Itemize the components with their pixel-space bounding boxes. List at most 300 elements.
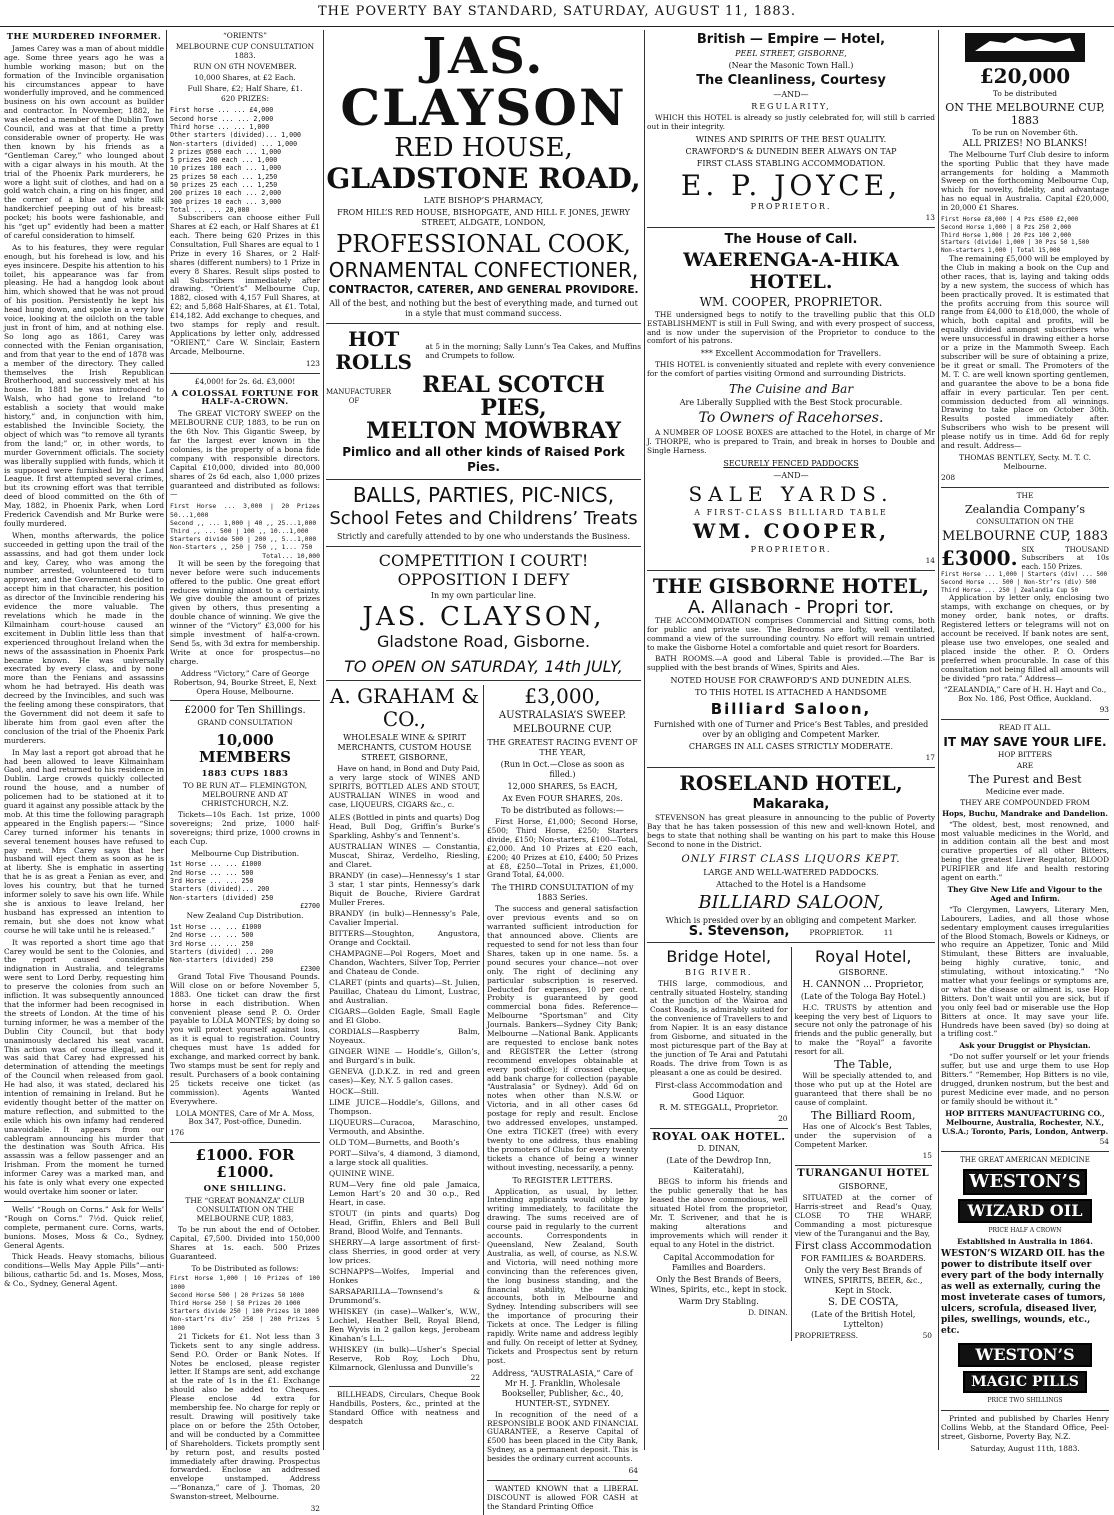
advert-text: at 5 in the morning; Sally Lunn’s Tea Cakes, and Muffins and Crumpets to follow.: [425, 342, 641, 360]
advert-heading: ROSELAND HOTEL,: [679, 771, 903, 796]
prize-total: Total... 10,000: [262, 551, 320, 560]
advert-heading: £1000. FOR £1000.: [195, 1146, 295, 1182]
advert-heading: Makaraka,: [752, 797, 830, 813]
advert-address: THOMAS BENTLEY, Secty. M. T. C. Melbourne.: [959, 452, 1091, 471]
prize-row: Starters divide 500 | 200 ,, 5...1,000: [170, 535, 317, 544]
advert-text: ARE: [1016, 761, 1034, 770]
advert-text: PROPRIETOR.: [809, 927, 864, 937]
advert-heading: BALLS, PARTIES, PIC-NICS,: [352, 483, 615, 507]
advert-number: 64: [628, 1466, 638, 1476]
advert-address: LOLA MONTES, Care of Mr A. Moss, Box 347, Post-office, Dunedin.: [175, 1108, 315, 1127]
advert-number: 11: [883, 927, 894, 937]
imprint-text: Printed and published by Charles Henry Collins Webb, at the Standard Office, Peel-street, Gisborne, Poverty Bay, N.Z.: [941, 1413, 1109, 1441]
advert-text: The Melbourne Turf Club desire to inform the sporting Public that they have made arrangements for holding a Mammoth Sweep on the forthcoming Melbourne Cup, which for novelty, fidelity, and advantage has no equal in Australia. Capital £20,000, in 20,000 £1 Shares.: [941, 149, 1109, 213]
advert-number: 14: [925, 555, 935, 565]
advert-heading: RED HOUSE,: [394, 133, 573, 163]
advert-address: “ZEALANDIA,” Care of H. H. Hayt and Co., Box No. 186, Post Office, Auckland.: [943, 685, 1107, 704]
advert-subheading: WM. COOPER, PROPRIETOR.: [699, 294, 883, 309]
advert-heading: CONTRACTOR, CATERER, AND GENERAL PROVIDORE.: [328, 284, 639, 296]
article-paragraph: It was reported a short time ago that Carey would be sent to the Colonies, and the report caused considerable indignation in Australia, and telegrams were sent to Lord Derby, requesting him to preserve the colonies from such an infliction. It was subsequently announced that the informer had been recognised in the streets of London. At the time of his turning informer, he was a member of the Dublin City Council, but that body unanimously declared his seat vacant. This action was of course illegal, and it was said that Carey had expressed his determination of attending the meetings of the Council when released from gaol. He had also, it was stated, declared his intention of remaining in Ireland. But he evidently thought better of the matter on mature reflection, and submitted to the exile which his own infamy had rendered unavoidable. It appears from our cablegram announcing his murder that the destination was South Africa. His assassin was a fellow passenger and an Irishman. From the moment he turned informer Carey was a marked man, and his fate is only what every one expected would overtake him sooner or later.: [4, 937, 164, 1196]
prize-row: 50 prizes 25 each ... 1,250: [170, 181, 278, 190]
prize-row: Non-starters (divided) 250: [170, 893, 274, 902]
divider: [647, 570, 935, 571]
advert-subheading: The Table,: [834, 1058, 893, 1072]
advert-text: H.C. TRUSTS by attention and keeping the very best of Liquors to secure not only the patronage of his friends and the public generally, but to make the “Royal” a favorite resort for all.: [794, 1002, 932, 1057]
advert-text: The success and general satisfaction over previous events and so on warranted sufficient introduction for that announced above. Clients are requested to send for not less than four Shares, taken up in one name. 5s. a pound secures your chance—not over only. The right of declining any particular subscription is reserved. Deducted for expenses, 10 per cent. Probity is guaranteed by good commercial bona fides. Reference—Melbourne “Sportsman” and City Journals. Bankers—Sydney City Bank; Melbourne —National Bank. Applicants are requested to enclose bank notes and REGISTER the Letter (strong recommend envelopes obtainable at every post-office); if crossed cheque, add bank charge for collection (payable “Australasia” or Sydney). Add 6d on notes when other than N.S.W. or Victoria, and in all other cases 6d postage for reply and result. Enclose two addressed envelopes, unstamped. One extra TICKET (free) with every twenty to one address, thus enabling the promoters of Clubs for every twenty tickets a chance of being a winner without investing, necessarily, a penny.: [487, 904, 638, 1172]
clayson-banner: JAS. CLAYSON: [340, 26, 627, 137]
advert-subheading: Hops, Buchu, Mandrake and Dandelion.: [942, 808, 1108, 818]
prize-row: Third Horse 1,000 | 20 Pzs 100 2,000: [941, 231, 1072, 239]
divider: [941, 487, 1109, 488]
advert-subheading: BIG RIVER.: [685, 967, 753, 977]
advert-text: (Late of the Tologa Bay Hotel.): [800, 991, 926, 1001]
list-item: BRANDY (in bulk)—Hennessy’s Pale, Cavalier Imperial.: [329, 908, 480, 927]
list-item: PORT—Silva’s, 4 diamond, 3 diamond, a large stock all qualities.: [329, 1148, 480, 1167]
advert-text: WESTON’S WIZARD OIL has the power to distribute itself over every part of the body internally as well as externally, curing the most inveterate cases of tumors, ulcers, scrofula, diseased liver, piles, swellings, wounds, etc., etc.: [941, 1249, 1106, 1337]
list-item: CLARET (pints and quarts)—St. Julien, Pauillac, Chateau du Limont, Lustrac, and Australian.: [329, 977, 480, 1005]
advert-subheading: The Cuisine and Bar: [728, 382, 854, 397]
prize-row: 25 prizes 50 each ... 1,250: [170, 172, 278, 181]
prize-row: First Horse ... 3,000 | 20 Prizes 50...1,000: [170, 502, 320, 519]
list-item: HOCK—Still.: [329, 1086, 379, 1096]
prize-row: 10 prizes 100 each ... 1,000: [170, 164, 282, 173]
advert-text: THE undersigned begs to notify to the travelling public that this OLD ESTABLISHMENT is still in Full Swing, and with every prospect of success, and is now under the supervision of the Proprietor to conduce to the comfort of his patrons.: [647, 309, 935, 346]
advert-text: “To Clergymen, Lawyers, Literary Men, Labourers, Ladies, and all those whose sedentary employment causes irregularities of the Blood Stomach, Bowels or Kidneys, or who require an Appetizer, Tonic and Mild Stimulant, these Bitters are invaluable, being highly curative, tonic, and stimulating, without intoxicating.” “No matter what your feelings or symptoms are, or what the disease or ailment is, use Hop Bitters. Don’t wait until you are sick, but if you only feel bad or miserable use the Hop Bitters at once. It may save your life. Hundreds have been saved (by) so doing at a trifling cost.”: [941, 904, 1109, 1039]
table-heading: To be Distributed as follows:: [191, 1263, 299, 1273]
list-item: SHERRY—A large assortment of first-class Sherries, in good order at very low prices.: [329, 1237, 480, 1265]
advert-price: £4,000! for 2s. 6d. £3,000!: [194, 376, 296, 386]
article-paragraph: James Carey was a man of about middle age. Some three years ago he was a humble working mason; but on the formation of the Invincible organisation his circumstances appear to have wonderfully improved, and he commenced business on his own account as builder and contractor. In November, 1882, he was elected a member of the Dublin Town Council, and was at that time a pretty considerable owner of property. He was then known by his friends as a “Gentleman Carey,” who lounged about with a cigar always in his mouth. At the trial of the Phoenix Park murderers, he wore a light suit of clothes, and had on a gold watch chain, a ring on his finger, and the corner of a blue and white silk handkerchief peeping out of his breast-pocket; his boots were fashionable, and his “get up” evidently had been a matter of careful consideration to himself.: [4, 43, 164, 240]
table-heading: New Zealand Cup Distribution.: [186, 911, 304, 921]
advert-heading: HOT ROLLS: [335, 327, 412, 374]
advert-heading: Pimlico and all other kinds of Raised Pork Pies.: [342, 445, 625, 474]
advert-text: 10,000 Shares, at £2 Each.: [194, 72, 296, 82]
list-item: SARSAPARILLA—Townsend’s & Drummond’s.: [329, 1286, 480, 1305]
advert-subheading: S. DE COSTA,: [827, 1296, 899, 1308]
prize-row: Total ... ... 20,000: [170, 205, 250, 214]
advert-heading: GRAND CONSULTATION: [197, 718, 293, 728]
divider: [326, 680, 641, 681]
prize-row: 1st Horse ... ... £1000: [170, 923, 262, 932]
list-item: WHISKEY (in bulk)—Usher’s Special Reserve, Rob Roy, Loch Dhu, Kilmarnock, Glenlussa and Dunville’s: [329, 1344, 480, 1372]
prize-table: [170, 923, 320, 973]
advert-text: ONLY FIRST CLASS LIQUORS KEPT.: [681, 853, 901, 865]
masthead: THE POVERTY BAY STANDARD, SATURDAY, AUGUST 11, 1883.: [0, 0, 1114, 27]
article-title: THE MURDERED INFORMER.: [6, 32, 162, 42]
advert-text: The remaining £5,000 will be employed by the Club in making a book on the Cup and other races, that is, laying and taking odds by a new system, the success of which has been practically proved. It is estimated that the profits accruing from this source will range from £4,000 to £18,000, the whole of which, both capital and profits, will be equally divided amongst subscribers who were unsuccessful in drawing either a horse or a prize in the Mammoth Sweep. Each subscriber will be sure of obtaining a prize, be it great or small. The Promoters of the M. T. C. are well known sporting gentlemen, and guarantee the above to be a bona fide affair in every particular. Ten per cent. commission deducted from all winnings. Drawing to take place on October 30th. Results posted immediately after. Subscribers who wish to be present will please notify us in time. Add 6d for reply and result. Address—: [941, 254, 1109, 451]
advert-number: 54: [1099, 1137, 1109, 1147]
advert-text: CRAWFORD’S & DUNEDIN BEER ALWAYS ON TAP: [685, 146, 897, 156]
advert-heading: SALE YARDS.: [688, 481, 894, 506]
list-item: CORDIALS—Raspberry Balm, Noyeaux.: [329, 1026, 480, 1045]
advert-heading: Gladstone Road, Gisborne.: [376, 632, 591, 651]
advert-heading: THE GISBORNE HOTEL,: [652, 573, 930, 598]
advert-text: (Near the Masonic Town Hall.): [728, 61, 854, 70]
column-rule: [166, 30, 167, 1450]
advert-heading: 10,000 MEMBERS: [198, 731, 292, 767]
advert-text: HOP BITTERS: [997, 750, 1053, 760]
divider: [647, 942, 935, 943]
list-item: OLD TOM—Burnetts, and Booth’s: [329, 1137, 460, 1147]
advert-heading: The House of Call.: [724, 231, 858, 247]
advert-text: MANUFACTURER OF: [326, 388, 392, 405]
divider: [170, 373, 320, 374]
prize-row: Second horse ... ... 2,000: [170, 114, 274, 123]
advert-heading: ON THE MELBOURNE CUP, 1883: [945, 100, 1105, 127]
zealandia-amount-line: [941, 546, 1109, 572]
divider: [487, 1480, 638, 1481]
advert-heading: AUSTRALASIA’S SWEEP.: [498, 710, 627, 721]
prize-table: [170, 1275, 320, 1332]
advert-number: 123: [305, 358, 320, 368]
advert-text: First Horse, £1,000; Second Horse, £500; Third Horse, £250; Starters divide, £150; Non-starters, £100—Total, £2,000. And 10 Prizes at £20 each, £200; 40 Prizes at £10, £400; 50 Prizes at £8, £250—Total in Prizes, £1,000. Grand Total, £4,000.: [487, 817, 638, 880]
westons-logo: WESTON’S: [958, 1343, 1092, 1367]
divider: [941, 1410, 1109, 1411]
prize-row: Second ,, ... 1,000 | 40 ,, 25...1,000: [170, 518, 317, 527]
advert-text: STEVENSON has great pleasure in announcing to the public of Poverty Bay that he has taken possession of this new and well-known Hotel, and begs to state that nothing shall be wanting on his part to make this House Second to none in the District.: [647, 813, 935, 849]
advert-text: The GREAT VICTORY SWEEP on the MELBOURNE CUP, 1883, to be run on the 6th Nov. This Gigantic Sweep, by far the largest ever known in the colonies, is the property of a bona fide company with responsible directors. Capital £10,000, divided into 80,000 shares of 2s 6d each, also 1,000 prizes guaranteed and distributed as follows:—: [170, 409, 320, 499]
advert-heading: WM. COOPER,: [692, 518, 890, 543]
prize-table: [170, 860, 320, 910]
advert-text: PRICE TWO SHILLINGS: [987, 1397, 1063, 1405]
advert-subheading: REGULARITY,: [751, 102, 831, 111]
racehorse-icon: [970, 33, 1080, 55]
list-item: GENEVA (J.D.K.Z. in red and green cases)—Key, N.Y. 5 gallon cases.: [329, 1066, 480, 1085]
prize-row: 200 prizes 10 each ... 2,000: [170, 189, 282, 198]
lower-hotels: [647, 947, 935, 1341]
prize-row: Non-starters (divided) 250: [170, 956, 274, 965]
advert-text: BILLHEADS, Circulars, Cheque Book Handbills, Posters, &c., printed at the Standard Office with neatness and despatch: [329, 1390, 480, 1427]
advert-heading: 1883 CUPS 1883: [201, 769, 289, 780]
advert-text: —AND—: [773, 470, 809, 480]
advert-text: THIS HOTEL is conveniently situated and replete with every convenience for the comfort of parties visiting Ormond and surrounding Districts.: [647, 360, 935, 379]
advert-heading: TO OPEN ON SATURDAY, 14th JULY,: [344, 657, 623, 676]
lower-adverts: [326, 685, 641, 1515]
prize-row: Starters divide 250 | 100 Prizes 10 1000: [170, 1308, 320, 1316]
prize-row: Second Horse ... 500 | Non-Str’rs (div) 500: [941, 578, 1097, 586]
advert-heading: £3,000,: [524, 684, 601, 708]
advert-subheading: The THIRD CONSULTATION of my 1883 Series.: [491, 883, 634, 903]
column-rule: [938, 30, 939, 1450]
advert-number: 22: [470, 1372, 480, 1382]
prize-row: Starters (divided)... 200: [170, 885, 270, 894]
advert-subheading: PROPRIETOR.: [750, 544, 832, 554]
advert-text: BEGS to inform his friends and the public generally that he has leased the above commodious, well situated Hotel from the proprietor, Mr. T. Scrivener, and that he is making alterations and improvements which will render it equal to any Hotel in the district.: [650, 1177, 788, 1249]
advert-text: To be run on November 6th.: [972, 127, 1078, 137]
column-4: [647, 30, 935, 1450]
column-rule: [323, 30, 324, 1450]
prize-row: First horse ... ... £4,000: [170, 106, 274, 115]
advert-text: —AND—: [773, 90, 809, 99]
advert-text: 12,000 SHARES, 5s EACH,: [507, 782, 618, 791]
advert-text: Application by letter only, enclosing two stamps, with exchange on cheques, or by money order, bank notes, or drafts. Registered letters or telegrams will not on account be received. If bank notes are sent, please use two envelopes, one sealed and placed inside the other. P. O. Orders preferred when procurable. In case of this consultation not being filled all amounts will be divided “pro rata.” Address—: [941, 593, 1109, 683]
advert-text: To be distributed: [993, 89, 1057, 98]
advert-text: (Late of the British Hotel, Lyttelton): [811, 1309, 916, 1329]
advert-text: PRICE HALF A CROWN: [988, 1227, 1062, 1235]
advert-heading: TURANGANUI HOTEL: [797, 1168, 930, 1180]
list-item: ALES (Bottled in pints and quarts) Dog Head, Bull Dog, Griffin’s Burke’s Sparkling, Ashby’s and Tennent’s.: [329, 812, 480, 840]
sweep-advert: [483, 685, 641, 1515]
advert-text: Only the Best Brands of Beers, Wines, Spirits, etc., kept in stock.: [650, 1274, 787, 1294]
advert-heading: Royal Hotel,: [815, 946, 912, 966]
prize-row: First Horse 1,000 | 10 Prizes of 100 1000: [170, 1275, 320, 1291]
prize-row: Third horse ... ... 1,000: [170, 122, 270, 131]
advert-subheading: THE GREATEST RACING EVENT OF THE YEAR,: [487, 738, 638, 757]
prize-row: Second Horse 500 | 20 Prizes 50 1000: [170, 1291, 305, 1299]
list-item: CIGARS—Golden Eagle, Small Eagle and El Globo.: [329, 1006, 480, 1025]
divider: [650, 1128, 788, 1129]
advert-text: D. DINAN.: [748, 1307, 788, 1317]
advert-text: Ax Even FOUR SHARES, 20s.: [502, 794, 623, 803]
advert-text: A NUMBER OF LOOSE BOXES are attached to the Hotel, in charge of Mr J. THORPE, who is prepared to Train, and break in horses to Double and Single Harness.: [647, 428, 935, 455]
advert-heading: MELBOURNE CUP, 1883: [942, 528, 1108, 544]
list-item: BITTERS—Stoughton, Angustora, Orange and Cocktail.: [329, 928, 480, 947]
prize-table: [941, 216, 1109, 255]
divider: [647, 767, 935, 768]
advert-text: Attached to the Hotel is a Handsome: [716, 879, 866, 889]
advert-text: Strictly and carefully attended to by one who understands the Business.: [336, 532, 631, 541]
advert-text: Have on hand, in Bond and Duty Paid, a very large stock of WINES AND SPIRITS, BOTTLED ALES AND STOUT, AUSTRALIAN WINES in wood and case, LIQUEURS, CIGARS &c., c.: [329, 764, 480, 809]
advert-subheading: LATE BISHOP’S PHARMACY,: [423, 196, 544, 205]
advert-subheading: PROPRIETOR.: [750, 201, 832, 211]
advert-number: 50: [922, 1330, 932, 1340]
advert-subheading: TO BE RUN AT— FLEMINGTON, MELBOURNE AND AT CHRISTCHURCH, N.Z.: [182, 781, 308, 809]
divider: [795, 1165, 933, 1166]
divider: [170, 700, 320, 701]
prize-row: Third ,, ... 500 | 100 ,, 10...1,000: [170, 527, 309, 535]
advert-text: Wells’ “Rough on Corns.” Ask for Wells’ “Rough on Corns.” 7½d. Quick relief, complete, permanent cure. Corns, warts, bunions. Moses, Moss & Co., Sydney, General Agents.: [4, 1204, 164, 1250]
prize-table: [941, 571, 1109, 594]
advert-text: CONSULTATION ON THE: [976, 516, 1074, 526]
advert-text: “The oldest, best, most renowned, and most valuable medicines in the World, and in addition contain all the best and most curative properties of all other Bitters, being the greatest Liver Regulator, BLOOD PURIFIER and life and health restoring agent on earth.”: [941, 819, 1109, 883]
column-1: [4, 30, 164, 1450]
advert-heading: S. Stevenson,: [688, 923, 790, 939]
advert-text: WHICH this HOTEL is already so justly celebrated for, will still b carried out in their integrity.: [647, 113, 935, 131]
advert-text: Only the very Best Brands of WINES, SPIRITS, BEER, &c., Kept in Stock.: [803, 1265, 923, 1295]
prize-row: 2nd Horse ... ... 500: [170, 868, 254, 877]
advert-heading: £2000 for Ten Shillings.: [184, 705, 306, 717]
stevenson-sign: [647, 923, 935, 939]
advert-text: It will be seen by the foregoing that never before were such inducements offered to the public. One great effort reduces winning almost to a certainty. We give double the amount of prizes given by others, thus presenting a double chance of winning. We give the winner of the “Victory” £3,000 for his simple investment of half-a-crown. Send 5s, with 3d extra for membership. Write at once for prospectus—no charge.: [170, 558, 320, 666]
advert-text: Tickets—10s Each. 1st prize, 1000 sovereigns; 2nd prize, 1000 half-sovereigns; third prize, 1000 crowns in each Cup.: [170, 809, 320, 846]
prize-row: 300 prizes 10 each ... 3,000: [170, 197, 282, 206]
advert-subheading: The Billiard Room,: [811, 1108, 916, 1122]
advert-number: 93: [1099, 705, 1109, 715]
advert-heading: ROYAL OAK HOTEL.: [651, 1129, 786, 1143]
advert-text: THE: [1016, 490, 1034, 500]
advert-number: 208: [941, 472, 956, 482]
advert-text: Capital Accommodation for Families and Boarders.: [663, 1252, 775, 1272]
advert-text: *** Excellent Accommodation for Travellers.: [700, 349, 882, 359]
bridge-hotel-advert: [647, 947, 791, 1341]
magic-pills-logo: MAGIC PILLS: [963, 1371, 1087, 1393]
advert-subheading: GISBORNE.: [838, 967, 888, 977]
list-item: BRANDY (in case)—Hennessy’s 1 star 3 star, 1 star pints, Hennessy’s dark Biquit de Bouche, Riviere Gardrat Muller Freres.: [329, 870, 480, 907]
advert-text: Medicine ever made.: [985, 786, 1065, 796]
prize-table: [170, 502, 320, 559]
column-2: [170, 30, 320, 1514]
prize-row: 5 prizes 200 each ... 1,000: [170, 156, 278, 165]
advert-text: 21 Tickets for £1. Not less than 3 Tickets sent to any single address. Send P.O. Order or Bank Notes. If Notes be enclosed, please register letter. If Stamps are sent, add exchange at the rate of 1s in the £1. Exchange should also be added to Cheques. Please enclose 4d extra for membership fee. No charge for reply or result. Drawing will positively take place on or before the 25th October, and will be conducted by a Committee of Shareholders. Tickets promptly sent by return post, and results posted immediately after drawing. Prospectus forwarded. Enclose an addressed envelope unstamped. Address—“Bonanza,” care of J. Thomas, 20 Swanston-street, Melbourne.: [170, 1331, 320, 1502]
advert-text: Furnished with one of Turner and Price’s Best Tables, and presided over by an obliging and Competent Marker.: [653, 720, 929, 740]
advert-subheading: READ IT ALL.: [998, 723, 1052, 733]
advert-text: WANTED KNOWN that a LIBERAL DISCOUNT is allowed FOR CASH at the Standard Printing Office: [487, 1484, 638, 1511]
advert-date: RUN ON 6TH NOVEMBER.: [193, 61, 297, 71]
prize-row: Non-start’rs div’ 250 | 200 Prizes 5 1000: [170, 1316, 320, 1332]
column-rule: [644, 30, 645, 1450]
advert-heading: BILLIARD SALOON,: [698, 891, 884, 913]
divider: [170, 1142, 320, 1143]
advert-subheading: D. DINAN,: [697, 1144, 741, 1154]
advert-text: THIS large, commodious, and centrally situated Hostelry, standing at the junction of the Wairoa and Coast Roads, is admirably suited for the convenience of Travellers to and from Napier. It is an easy distance from Gisborne, and situated in the most picturesque part of the Bay at the junction of Te Arai and Patutahi Roads. The drive from Town is as pleasant a one as could be desired.: [650, 978, 788, 1077]
advert-text: THEY ARE COMPOUNDED FROM: [960, 797, 1090, 807]
advert-heading: WAERENGA-A-HIKA HOTEL.: [683, 248, 899, 293]
advert-subheading: THE “GREAT BONANZA” CLUB CONSULTATION ON THE MELBOURNE CUP, 1883,: [185, 1196, 305, 1223]
advert-subheading: MELBOURNE CUP CONSULTATION 1883.: [175, 41, 315, 60]
column-3: [326, 26, 641, 1511]
costa-sign: [795, 1332, 933, 1341]
prize-row: Non-starters 1,000 | Total 15,000: [941, 247, 1061, 255]
advert-text: WINES AND SPIRITS OF THE BEST QUALITY.: [695, 134, 887, 144]
advert-heading: £3000.: [941, 545, 1018, 570]
list-item: LIQUEURS—Curacoa, Maraschino, Vermouth, and Absinthe.: [329, 1117, 480, 1136]
advert-subheading: Ask your Druggist or Physician.: [959, 1041, 1091, 1051]
advert-heading: JAS. CLAYSON,: [362, 602, 605, 632]
advert-text: Has one of Alcock’s Best Tables, under the supervision of a Competent Marker.: [794, 1121, 932, 1149]
advert-heading: Bridge Hotel,: [666, 946, 772, 966]
advert-text: FIRST CLASS STABLING ACCOMMODATION.: [696, 158, 886, 168]
prize-row: First Horse ... 1,000 | Starters (div) ... 500: [941, 571, 1108, 579]
advert-number: 15: [922, 1151, 932, 1161]
advert-text: All of the best, and nothing but the best of everything made, and turned out in a style that must command success.: [329, 299, 638, 318]
advert-heading: IT MAY SAVE YOUR LIFE.: [943, 735, 1107, 750]
advert-text: To be run about the end of October. Capital, £7,500. Divided into 150,000 Shares at 1s. each. 500 Prizes Guaranteed.: [170, 1224, 320, 1261]
advert-text: To be distributed as follows:—: [501, 806, 624, 815]
advert-text: CHARGES IN ALL CASES STRICTLY MODERATE.: [688, 742, 894, 752]
prize-row: First Horse £8,000 | 4 Pzs £500 £2,000: [941, 216, 1079, 224]
prize-row: Non-Starters ,, 250 | 750 ,, 1... 750: [170, 543, 313, 552]
advert-text: First-class Accommodation and Good Liquor.: [655, 1080, 783, 1100]
advert-text: SITUATED at the corner of Harris-street and Read’s Quay, CLOSE TO THE WHARF, Commanding a most picturesque view of the Turanganui and the Bay,: [794, 1193, 932, 1238]
prize-row: 1st Horse ... ... £1000: [170, 860, 262, 869]
advert-text: In my own particular line.: [430, 591, 537, 600]
advert-text: Subscribers can choose either Full Shares at £2 each, or Half Shares at £1 each. There being 620 Prizes in this Consultation, Full Shares are equal to 1 Prize in every 16 Shares, or 2 Half-shares (different numbers) to 1 Prize in every 8 Shares. Result slips posted to all Subscribers immediately after drawing. “Orient’s” Melbourne Cup, 1882, closed with 4,157 Full Shares, at £2; and 5,868 Half-Shares, at £1. Total, £14,182. Add exchange to cheques, and two stamps for reply and result. Applications by letter only, addressed “ORIENT,” Care W. Sinclair, Eastern Arcade, Melbourne.: [170, 213, 320, 356]
advert-text: A FIRST-CLASS BILLIARD TABLE: [694, 507, 888, 517]
prize-row: Starters (divided) ... 200: [170, 948, 274, 957]
article-paragraph: When, months afterwards, the police succeeded in getting upon the trail of the assassins, and had got them under lock and key, Carey, who was among the number arrested, volunteered to turn approver, and the Government decided to accept him in that character, his position as director of the Invincible rendering his evidence the more valuable. The revelations which he made in the Kilmainham court-house caused an excitement in Dublin little less than that experienced throughout Ireland when the news of the assassination in Phoenix Park became known. He was universally execrated by every class, and by none more than the Fenians and assassins whom he had betrayed. His death was decreed by the Invincibles, and such was the feeling among these conspirators, that the Government did not deem it safe to liberate him from gaol even after the conclusion of the trial of the Phoenix Park murderers.: [4, 530, 164, 745]
prize-total: £2300: [300, 964, 320, 973]
advert-address: Address “Victory,” Care of George Robertson, 94, Bourke Street, E, Next Opera House, Melbourne.: [173, 668, 317, 696]
list-item: LIME JUICE—Hoddle’s, Gillons, and Thompson.: [329, 1097, 480, 1116]
advert-heading: Billiard Saloon,: [710, 700, 872, 719]
prize-row: Other starters (divided)... 1,000: [170, 131, 302, 140]
advert-heading: ORNAMENTAL CONFECTIONER,: [328, 258, 639, 282]
advert-subheading: THE GREAT AMERICAN MEDICINE: [960, 1156, 1090, 1165]
graham-advert: [326, 685, 483, 1515]
list-item: GINGER WINE — Hoddle’s, Gillon’s, and Burgard’s in bulk.: [329, 1046, 480, 1065]
list-item: STOUT (in pints and quarts) Dog Head, Griffin, Ehlers and Bell Bull Brand, Blood Wolfe, and Tennants.: [329, 1208, 480, 1236]
advert-heading: PROFESSIONAL COOK,: [336, 230, 631, 258]
advert-subheading: First class Accommodation: [794, 1240, 932, 1252]
advert-subheading: ALL PRIZES! NO BLANKS!: [962, 138, 1088, 149]
prize-row: Third Horse 250 | 50 Prizes 20 1000: [170, 1300, 301, 1308]
prize-row: 3rd Horse ... ... 250: [170, 939, 254, 948]
prize-row: 3rd Horse ... ... 250: [170, 877, 254, 886]
advert-number: 32: [310, 1504, 320, 1514]
racehorse-illustration: [965, 33, 1085, 62]
advert-number: 13: [925, 212, 935, 222]
scotch-pies-line: [326, 374, 641, 420]
advert-text: In recognition of the need of a RESPONSIBLE BOOK AND FINANCIAL GUARANTEE, a Reserve Capital of £500 has been placed in the City Bank, Sydney, as a permanent deposit. This is besides the ordinary current accounts.: [487, 1409, 638, 1464]
list-item: SCHNAPPS—Wolfes, Imperial and Honkes: [329, 1266, 480, 1285]
prize-row: 2nd Horse ... ... 500: [170, 931, 254, 940]
advert-text: BATH ROOMS.—A good and Liberal Table is provided.—The Bar is supplied with the best brands of Wines, Spirits and Ales.: [647, 654, 935, 673]
advert-heading: £20,000: [979, 64, 1071, 88]
advert-text: Will be specially attended to, and those who put up at the Hotel are guaranteed that there shall be no cause of complaint.: [794, 1071, 932, 1107]
advert-text: Application, as usual, by letter. Intending applicants would oblige by writing immediately, to facilitate the drawing. The sums received are of course paid in regularly to the current accounts. Correspondents in Queensland, New Zealand, South Australia, as well, of course, as N.S.W. and Victoria, will need nothing more convincing than the references given, the long business standing, and the financial stability, the banking accounts, both in Melbourne and Sydney. Intending subscribers will see the importance of procuring their Tickets at once. The Ledger is filling rapidly. Write name and address legibly and fully. On receipt of letter at Sydney, Tickets and Prospectus sent by return post.: [487, 1186, 638, 1365]
prize-table: [170, 106, 320, 214]
advert-heading: School Fetes and Childrens’ Treats: [329, 508, 638, 529]
divider: [941, 1151, 1109, 1152]
advert-number: 17: [925, 753, 935, 763]
wizard-oil-logo: WIZARD OIL: [958, 1199, 1092, 1223]
article-paragraph: As to his features, they were regular enough, but his forehead is low, and his eyes insincere. Despite his attention to his toilet, his appearance was far from pleasing. He had a hangdog look about him, which showed that he was not proud of his position. Persistently he kept his head hung down, and spoke in a very low voice, looking at the oilcloth on the table just in front of him, and at nothing else. So long ago as 1861, Carey was connected with the Fenian organisation, and from that year to the end of 1878 was a member of the directory. They called themselves the Irish Republican Brotherhood, and successively met at his house. In 1881 he was introduced to Walsh, who had gone to Ireland “to establish a society that would make history,” and, in conjunction with him, established the Invincible Society, the object of which was “to remove all tyrants from the land;” or, in other words, to murder Government officials. The society was liberally supplied with funds, which it is supposed were furnished by the Land League. It first attempted several crimes, but its crowning effort was that terrible deed of blood committed on the 6th of May, 1882, in Phoenix Park, when Lord Frederick Cavendish and Mr Burke were foully murdered.: [4, 242, 164, 528]
prize-row: Starters (divide) 1,000 | 30 Pzs 50 1,500: [941, 239, 1090, 247]
prize-total: £2700: [300, 901, 320, 910]
divider: [326, 323, 641, 324]
advert-heading: E. P. JOYCE,: [680, 168, 902, 202]
royal-hotel-advert: [791, 947, 936, 1341]
advert-text: Are Liberally Supplied with the Best Stock procurable.: [679, 398, 903, 408]
advert-text: PROPRIETRESS.: [794, 1330, 858, 1340]
advert-text: LARGE AND WELL-WATERED PADDOCKS.: [703, 867, 879, 877]
list-item: CHAMPAGNE—Pol Rogers, Moet and Chandon, Wachters, Silver Top, Perrier and Chateau de Conde.: [329, 948, 480, 976]
table-heading: Melbourne Cup Distribution.: [190, 848, 300, 858]
divider: [326, 479, 641, 480]
advert-text: (Late of the Dewdrop Inn, Kaiteratahi),: [666, 1156, 772, 1176]
list-item: RUM—Very fine old pale Jamaica, Lemon Hart’s 20 and 30 o.p., Red Heart, in case.: [329, 1179, 480, 1207]
advert-text: THE ACCOMMODATION comprises Commercial and Sitting coms, both for public and private use. The Bedrooms are lofty, well ventilated, command a view of the surrounding country. No effort will remain untried to make the Gisborne Hotel a comfortable and quiet resort for Boarders.: [647, 615, 935, 652]
advert-text: SIX THOUSAND Subscribers at 10s each. 150 Prizes.: [1021, 545, 1109, 571]
advert-heading: MELTON MOWBRAY: [366, 418, 621, 444]
advert-text: Warm Dry Stabling.: [678, 1296, 759, 1306]
advert-heading: Zealandia Company’s: [965, 502, 1085, 516]
advert-heading: ONE SHILLING.: [203, 1184, 287, 1195]
advert-heading: “ORIENTS”: [223, 31, 267, 40]
advert-text: SECURELY FENCED PADDOCKS: [723, 458, 859, 468]
list-item: AUSTRALIAN WINES — Constantia, Muscat, Shiraz, Verdelho, Riesling, and Claret.: [329, 841, 480, 869]
divider: [4, 1201, 164, 1202]
article-paragraph: In May last a report got abroad that he had been allowed to leave Kilmainham Gaol, and had returned to his residence in Dublin. Large crowds quickly collected round the house, and a number of policemen had to be stationed at it to guard it against any possible attack by the mob. At this time the following paragraph appeared in the English papers:— “Since Carey turned informer his tenants in several tenement houses have refused to pay rent. Mrs Carey says that her husband will eject them as soon as he is at liberty. She is emphatic in asserting that he is as great a Fenian as ever, and loves his country, but that he turned informer solely to save his own life. While she is anxious to leave Ireland, her husband has expressed an intention to remain, but she does not know what course he will take until he is released.”: [4, 747, 164, 935]
advert-heading: A. GRAHAM & CO.,: [329, 684, 480, 731]
list-item: WHISKEY (in case)—Walker’s, W.W., Lochiel, Heather Bell, Royal Blend, Ben Wyvis in 2 gallon kegs, Jerobeam Kinahan’s L.L.: [329, 1306, 480, 1343]
advert-heading: British — Empire — Hotel,: [696, 32, 886, 47]
divider: [326, 546, 641, 547]
advert-subheading: Established in Australia in 1864.: [957, 1237, 1093, 1247]
advert-text: Full Share, £2; Half Share, £1.: [187, 83, 303, 93]
advert-text: “Do not suffer yourself or let your friends suffer, but use and urge them to use Hop Bitters.” “Remember, Hop Bitters is no vile, drugged, drunken nostrum, but the best and purest Medicine ever made, and no person or family should be without it.”: [941, 1052, 1109, 1106]
advert-heading: The Purest and Best: [968, 772, 1082, 786]
advert-heading: COMPETITION I COURT! OPPOSITION I DEFY: [378, 551, 589, 589]
column-5: [941, 30, 1109, 1453]
advert-heading: MELBOURNE CUP.: [512, 724, 613, 735]
imprint-date: Saturday, August 11th, 1883.: [970, 1443, 1080, 1453]
advert-text: FOR FAMILIES & BOARDERS.: [800, 1253, 926, 1263]
westons-logo: WESTON’S: [963, 1169, 1087, 1195]
prize-row: Non-starters (divided) ... 1,000: [170, 139, 298, 148]
advert-heading: GLADSTONE ROAD,: [326, 162, 641, 195]
advert-heading: REAL SCOTCH PIES,: [422, 372, 605, 421]
